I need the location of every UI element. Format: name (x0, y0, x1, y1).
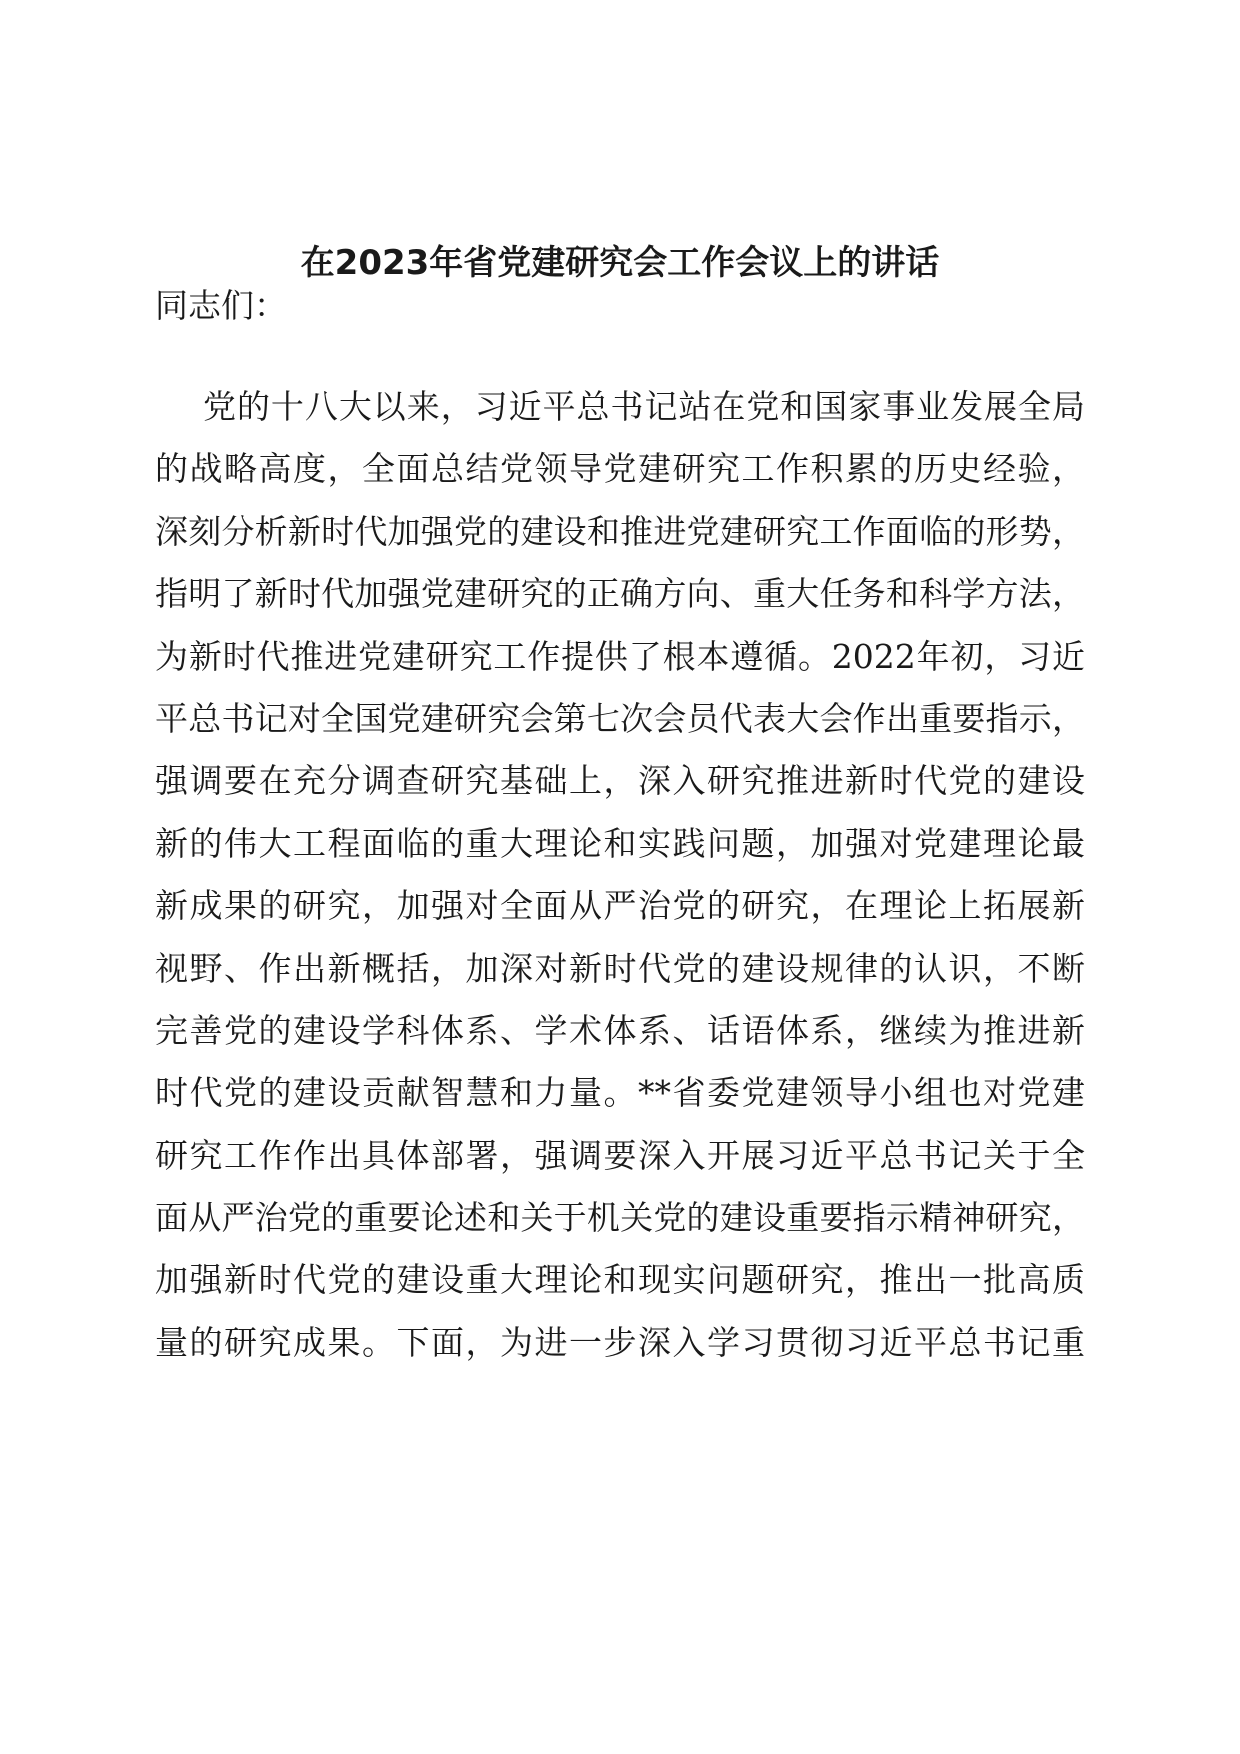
paragraph-line: 新的伟大工程面临的重大理论和实践问题，加强对党建理论最 (155, 823, 1085, 863)
paragraph-line: 加强新时代党的建设重大理论和现实问题研究，推出一批高质 (155, 1260, 1085, 1300)
paragraph-line: 视野、作出新概括，加深对新时代党的建设规律的认识，不断 (155, 948, 1085, 988)
body-paragraph (155, 376, 1085, 1374)
paragraph-line: 完善党的建设学科体系、学术体系、话语体系，继续为推进新 (155, 1010, 1085, 1050)
paragraph-line: 深刻分析新时代加强党的建设和推进党建研究工作面临的形势， (155, 511, 1085, 551)
salutation: 同志们： (155, 286, 287, 325)
paragraph-line: 新成果的研究，加强对全面从严治党的研究，在理论上拓展新 (155, 886, 1085, 926)
paragraph-line: 面从严治党的重要论述和关于机关党的建设重要指示精神研究， (155, 1198, 1085, 1238)
paragraph-line: 的战略高度，全面总结党领导党建研究工作积累的历史经验， (155, 449, 1085, 489)
paragraph-line: 党的十八大以来，习近平总书记站在党和国家事业发展全局 (203, 387, 1085, 426)
paragraph-line: 强调要在充分调查研究基础上，深入研究推进新时代党的建设 (155, 761, 1085, 801)
paragraph-line: 指明了新时代加强党建研究的正确方向、重大任务和科学方法， (155, 574, 1085, 614)
paragraph-line: 为新时代推进党建研究工作提供了根本遵循。2022年初，习近 (155, 636, 1085, 676)
paragraph-line: 平总书记对全国党建研究会第七次会员代表大会作出重要指示， (155, 698, 1085, 738)
paragraph-line: 时代党的建设贡献智慧和力量。**省委党建领导小组也对党建 (155, 1073, 1085, 1113)
paragraph-line: 量的研究成果。下面，为进一步深入学习贯彻习近平总书记重 (155, 1322, 1085, 1362)
document-title: 在2023年省党建研究会工作会议上的讲话 (300, 243, 940, 283)
paragraph-line: 研究工作作出具体部署，强调要深入开展习近平总书记关于全 (155, 1135, 1085, 1175)
